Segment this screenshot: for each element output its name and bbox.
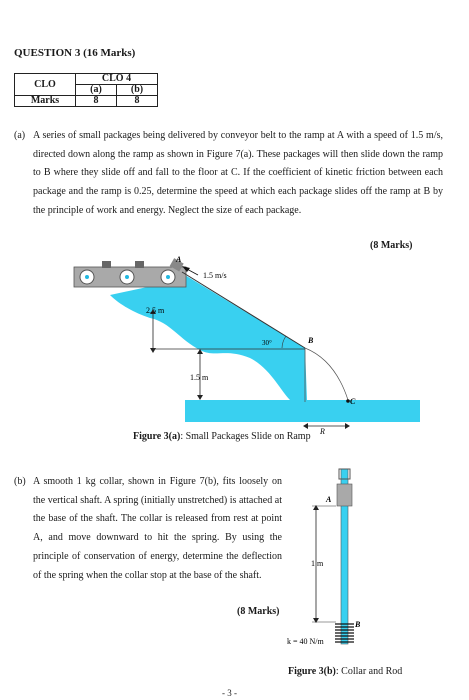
part-b-marks: (8 Marks) — [237, 606, 280, 617]
clo4-header: CLO 4 — [76, 74, 158, 85]
label-C: C — [350, 397, 356, 406]
marks-row-label: Marks — [15, 96, 76, 107]
label-A-b: A — [326, 495, 332, 504]
figure-3a-caption: Figure 3(a): Small Packages Slide on Ramp — [133, 431, 311, 442]
height-2-label: 1.5 m — [190, 373, 209, 382]
ramp-body — [110, 272, 307, 400]
angle-label: 30° — [262, 339, 272, 347]
package — [102, 261, 111, 268]
part-b-text: A smooth 1 kg collar, shown in Figure 7(b), fits loosely on the vertical shaft. A spring (initially unstretched) is attached at the base of the shaft. The collar is released from rest at point A, and move downward to hit the spring. By using the principle of conservation of energy, determine the deflection of the spring when the collar stop at the base of the shaft. — [33, 476, 282, 581]
col-b-header: (b) — [117, 85, 158, 96]
spring — [335, 624, 354, 642]
length-label: 1 m — [311, 559, 324, 568]
trajectory — [305, 348, 348, 400]
floor-water — [185, 400, 420, 422]
label-R: R — [320, 427, 325, 436]
figure-3a — [0, 250, 469, 450]
mark-a: 8 — [76, 96, 117, 107]
part-b-label: (b) — [14, 476, 26, 487]
collar — [337, 484, 352, 506]
label-A: A — [176, 255, 182, 264]
clo-header: CLO — [15, 74, 76, 96]
height-1-label: 2.5 m — [146, 306, 165, 315]
part-a-text: A series of small packages being delivered by conveyor belt to the ramp at A with a speed of 1.5 m/s, directed down along the ramp as shown in Figure 7(a). These packages will then slide down the ramp to B where they slide off and fall to the floor at C. If the coefficient of kinetic friction between each package and the ramp is 0.25, determine the speed at which each package slides off the ramp at B by the principle of work and energy. Neglect the size of each package. — [33, 130, 443, 216]
col-a-header: (a) — [76, 85, 117, 96]
label-B: B — [308, 336, 314, 345]
figure-3b — [280, 462, 460, 652]
spring-label: k = 40 N/m — [287, 637, 324, 646]
mark-b: 8 — [117, 96, 158, 107]
page-number: - 3 - — [222, 688, 237, 698]
label-B-b: B — [355, 620, 361, 629]
figure-3b-caption: Figure 3(b): Collar and Rod — [288, 666, 403, 677]
clo-marks-table — [14, 73, 158, 107]
package — [135, 261, 144, 268]
speed-label: 1.5 m/s — [203, 271, 227, 280]
part-a-label: (a) — [14, 130, 26, 141]
question-title: QUESTION 3 (16 Marks) — [14, 47, 136, 59]
part-a-marks: (8 Marks) — [370, 240, 413, 251]
